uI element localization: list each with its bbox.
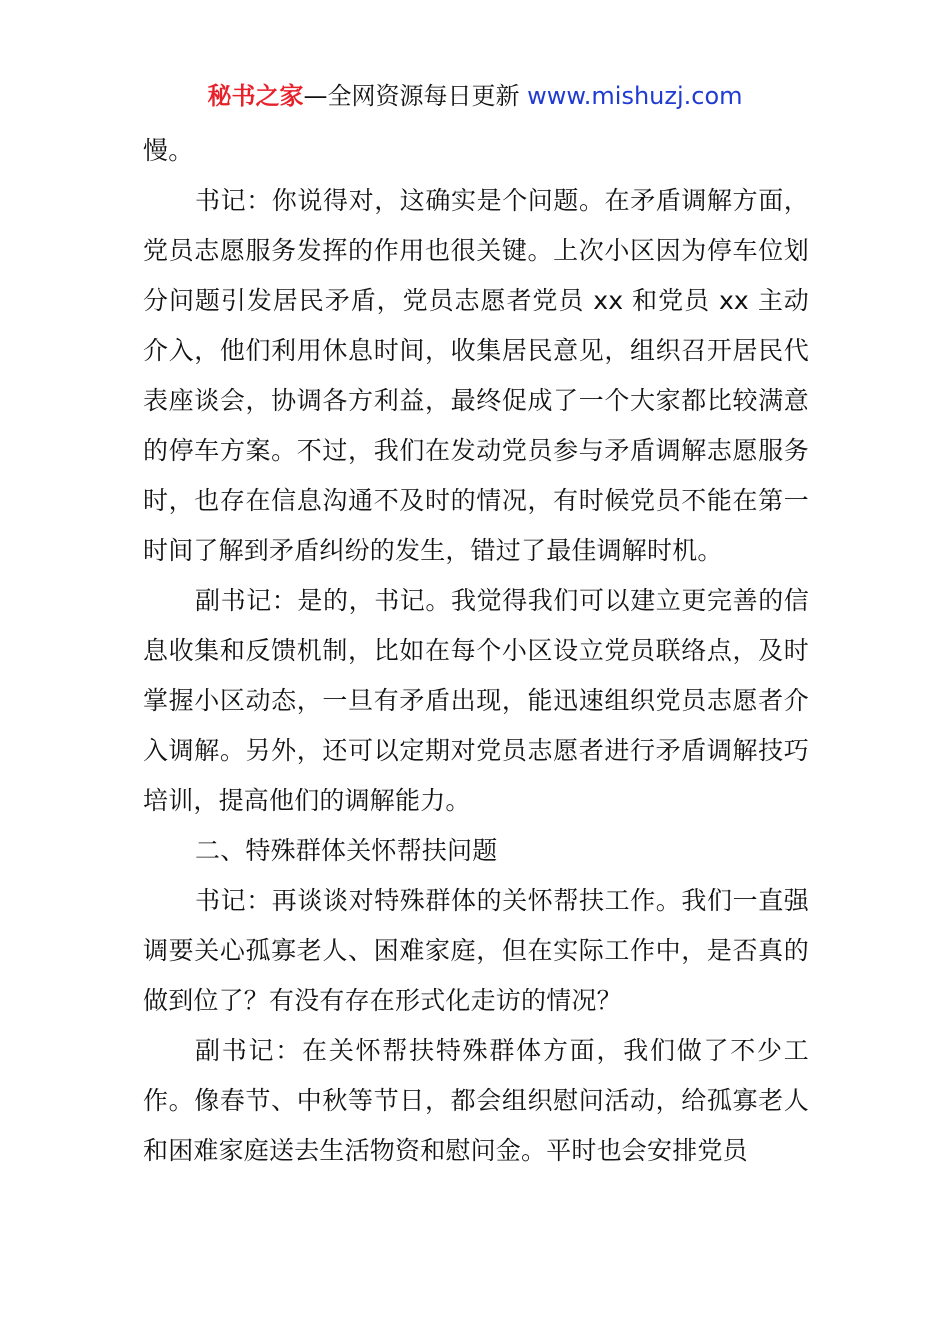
site-brand: 秘书之家 (207, 82, 304, 110)
paragraph: 书记：再谈谈对特殊群体的关怀帮扶工作。我们一直强调要关心孤寡老人、困难家庭，但在实际工作中，是否真的做到位了？有没有存在形式化走访的情况？ (143, 886, 809, 1015)
site-header (0, 80, 950, 112)
paragraph: 慢。 (143, 136, 194, 165)
paragraph: 副书记：在关怀帮扶特殊群体方面，我们做了不少工作。像春节、中秋等节日，都会组织慰问活动，给孤寡老人和困难家庭送去生活物资和慰问金。平时也会安排党员 (143, 1036, 809, 1165)
paragraph: 副书记：是的，书记。我觉得我们可以建立更完善的信息收集和反馈机制，比如在每个小区设立党员联络点，及时掌握小区动态，一旦有矛盾出现，能迅速组织党员志愿者介入调解。另外，还可以定期对党员志愿者进行矛盾调解技巧培训，提高他们的调解能力。 (143, 586, 809, 815)
paragraph: 书记：你说得对，这确实是个问题。在矛盾调解方面，党员志愿服务发挥的作用也很关键。上次小区因为停车位划分问题引发居民矛盾，党员志愿者党员 xx 和党员 xx 主动介入，他们利用休息时间，收集居民意见，组织召开居民代表座谈会，协调各方利益，最终促成了一个大家都比较满意的停车方案。不过，我们在发动党员参与矛盾调解志愿服务时，也存在信息沟通不及时的情况，有时候党员不能在第一时间了解到矛盾纠纷的发生，错过了最佳调解时机。 (143, 186, 809, 565)
site-url-link[interactable]: www.mishuzj.com (527, 82, 743, 110)
site-tagline: —全网资源每日更新 (303, 82, 528, 110)
section-heading: 二、特殊群体关怀帮扶问题 (195, 836, 498, 865)
document-body (143, 126, 809, 1176)
